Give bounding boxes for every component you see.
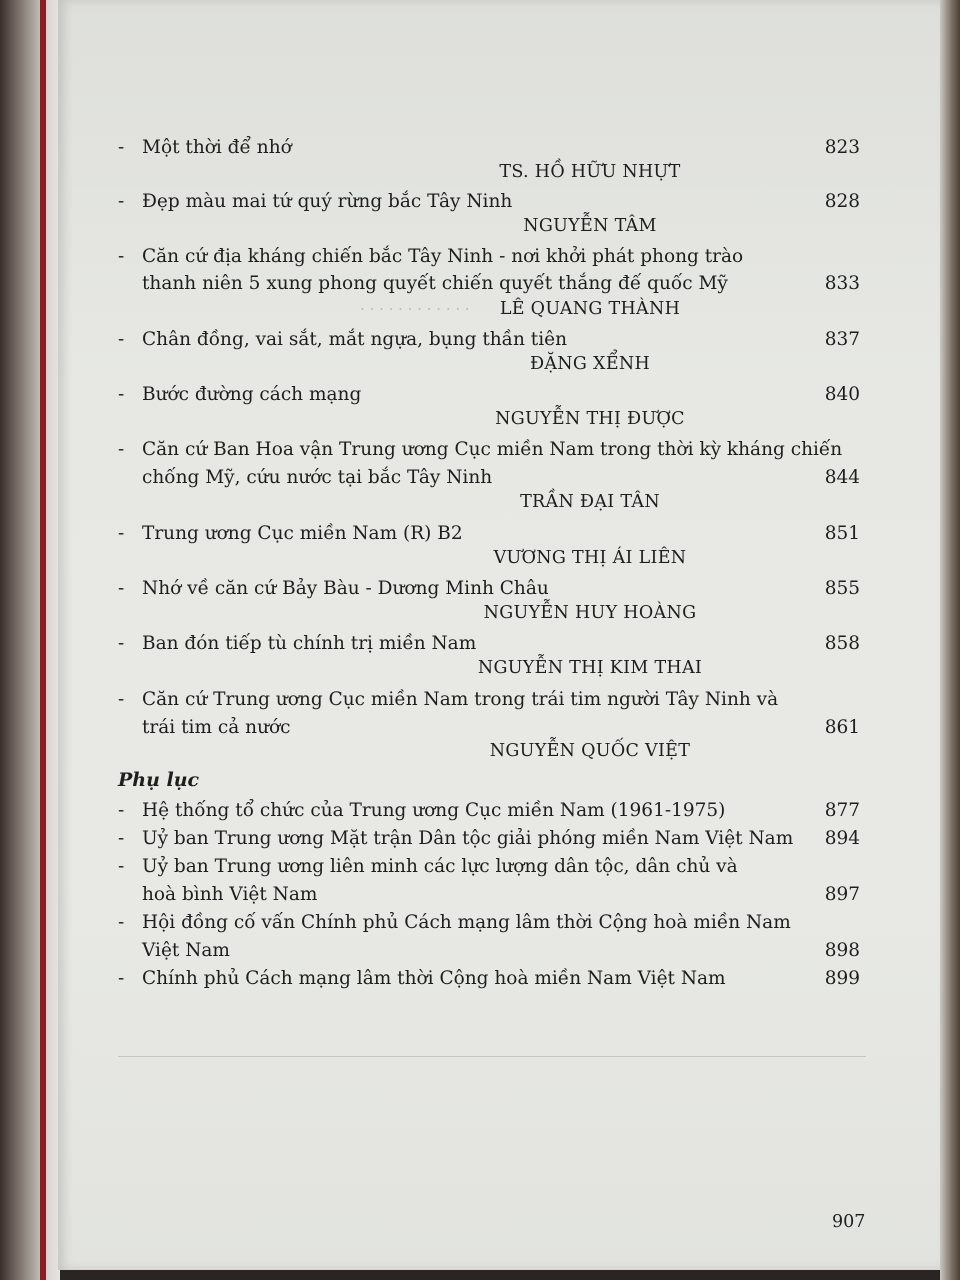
entry-title: Nhớ về căn cứ Bảy Bàu - Dương Minh Châu [142, 578, 549, 599]
dash: - [118, 912, 125, 933]
show-through-text: · · · · · · · · · · · · [360, 300, 470, 318]
entry-page-number: 823 [824, 137, 860, 158]
book-spine [0, 0, 60, 1280]
dash: - [118, 689, 125, 710]
entry-author: NGUYỄN TÂM [523, 216, 657, 236]
entry-page-number: 861 [824, 717, 860, 738]
entry-page-number: 894 [824, 828, 860, 849]
dash: - [118, 191, 125, 212]
page-right-edge [940, 0, 960, 1280]
entry-title: Uỷ ban Trung ương Mặt trận Dân tộc giải phóng miền Nam Việt Nam [142, 828, 794, 849]
entry-title-line1: Uỷ ban Trung ương liên minh các lực lượng dân tộc, dân chủ và [142, 856, 738, 877]
dash: - [118, 800, 125, 821]
entry-author: TRẦN ĐẠI TÂN [520, 492, 660, 512]
dash: - [118, 137, 125, 158]
dash: - [118, 828, 125, 849]
entry-author: LÊ QUANG THÀNH [499, 299, 681, 319]
entry-author: NGUYỄN THỊ ĐƯỢC [495, 409, 685, 429]
entry-author: NGUYỄN QUỐC VIỆT [489, 741, 691, 761]
entry-title-line2: hoà bình Việt Nam [142, 884, 318, 905]
entry-title-line2: thanh niên 5 xung phong quyết chiến quyết thắng đế quốc Mỹ [142, 273, 728, 294]
entry-title-line1: Hội đồng cố vấn Chính phủ Cách mạng lâm thời Cộng hoà miền Nam [142, 912, 791, 933]
dash: - [118, 856, 125, 877]
entry-title: Ban đón tiếp tù chính trị miền Nam [142, 633, 477, 654]
entry-title-line1: Căn cứ Ban Hoa vận Trung ương Cục miền Nam trong thời kỳ kháng chiến [142, 439, 843, 460]
entry-page-number: 858 [824, 633, 860, 654]
entry-author: ĐẶNG XỂNH [529, 354, 651, 374]
dash: - [118, 246, 125, 267]
entry-page-number: 833 [824, 273, 860, 294]
dash: - [118, 439, 125, 460]
entry-page-number: 899 [824, 968, 860, 989]
entry-page-number: 898 [824, 940, 860, 961]
entry-title: Chính phủ Cách mạng lâm thời Cộng hoà miền Nam Việt Nam [142, 968, 726, 989]
entry-author: NGUYỄN HUY HOÀNG [483, 603, 697, 623]
entry-page-number: 851 [824, 523, 860, 544]
entry-page-number: 855 [824, 578, 860, 599]
entry-title-line2: Việt Nam [142, 940, 230, 961]
entry-page-number: 840 [824, 384, 860, 405]
dash: - [118, 578, 125, 599]
entry-title: Hệ thống tổ chức của Trung ương Cục miền Nam (1961-1975) [142, 800, 726, 821]
entry-title-line1: Căn cứ Trung ương Cục miền Nam trong trái tim người Tây Ninh và [142, 689, 779, 710]
spine-red-edge [40, 0, 46, 1280]
dash: - [118, 633, 125, 654]
entry-page-number: 844 [824, 467, 860, 488]
entry-page-number: 897 [824, 884, 860, 905]
entry-title-line1: Căn cứ địa kháng chiến bắc Tây Ninh - nơi khởi phát phong trào [142, 246, 744, 267]
entry-title: Một thời để nhớ [142, 137, 292, 158]
entry-author: TS. HỒ HỮU NHỰT [499, 162, 681, 182]
entry-title: Chân đồng, vai sắt, mắt ngựa, bụng thần tiên [142, 329, 568, 350]
appendix-heading: Phụ lục [118, 769, 200, 791]
entry-title-line2: trái tim cả nước [142, 717, 291, 738]
entry-author: NGUYỄN THỊ KIM THAI [477, 658, 703, 678]
page-number: 907 [832, 1212, 866, 1232]
entry-page-number: 828 [824, 191, 860, 212]
dash: - [118, 329, 125, 350]
dash: - [118, 384, 125, 405]
dash: - [118, 523, 125, 544]
entry-page-number: 877 [824, 800, 860, 821]
entry-page-number: 837 [824, 329, 860, 350]
entry-title: Trung ương Cục miền Nam (R) B2 [142, 523, 463, 544]
show-through-rule [118, 1056, 866, 1057]
dash: - [118, 968, 125, 989]
entry-title: Bước đường cách mạng [142, 384, 362, 405]
entry-author: VƯƠNG THỊ ÁI LIÊN [493, 548, 687, 568]
entry-title-line2: chống Mỹ, cứu nước tại bắc Tây Ninh [142, 467, 493, 488]
entry-title: Đẹp màu mai tứ quý rừng bắc Tây Ninh [142, 191, 513, 212]
